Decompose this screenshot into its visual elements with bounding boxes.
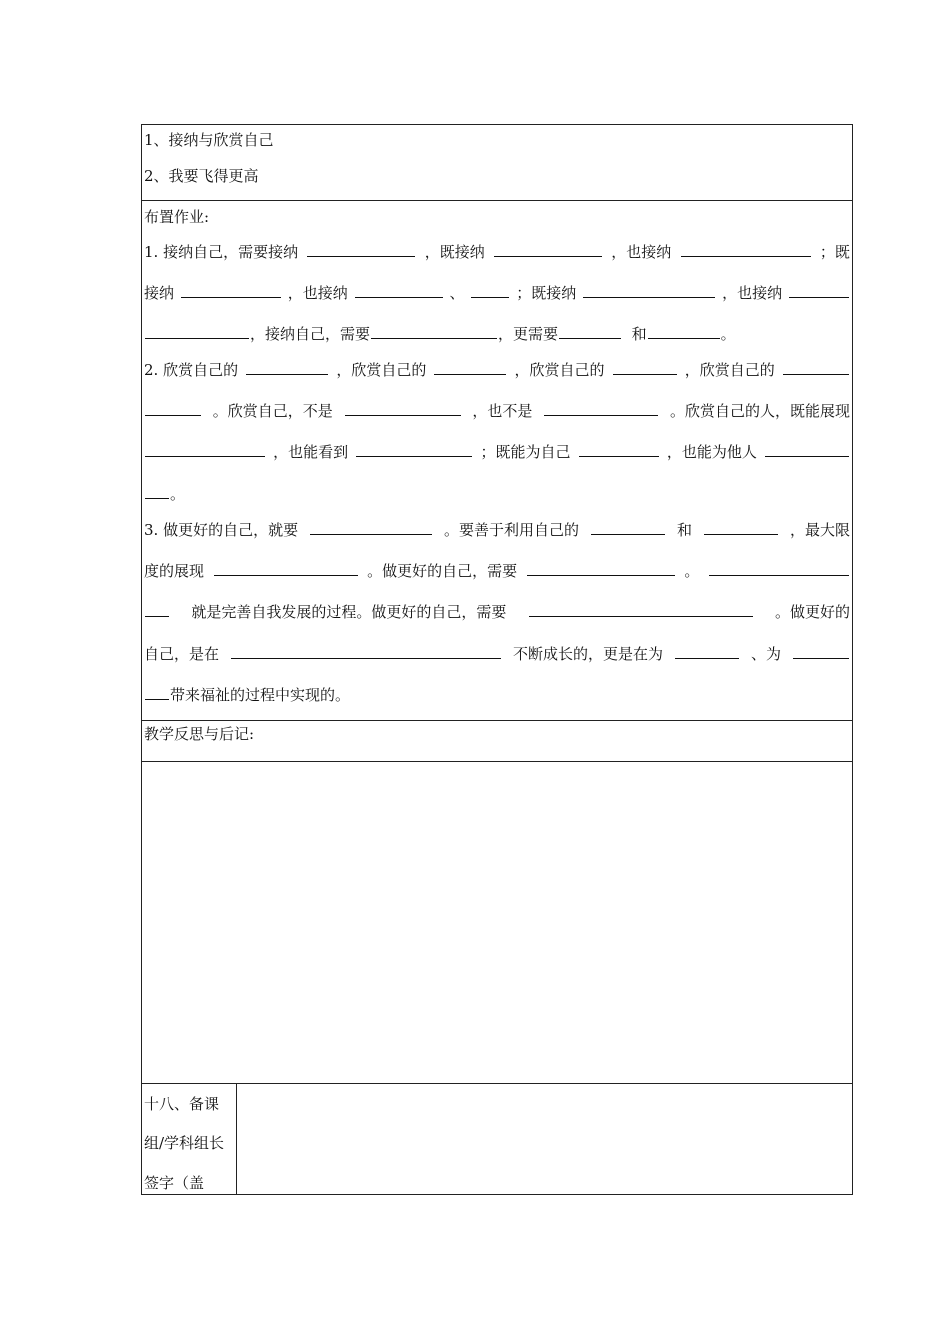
fill-blank[interactable] xyxy=(356,442,472,457)
text: 、 xyxy=(449,284,465,302)
homework-q3-line1 xyxy=(144,520,850,540)
text: ，也接纳 xyxy=(722,284,783,302)
fill-blank[interactable] xyxy=(613,360,677,375)
signature-label-line3: 签字（盖 xyxy=(144,1174,205,1192)
column-divider xyxy=(236,1083,237,1195)
text: 。 xyxy=(720,325,736,343)
fill-blank[interactable] xyxy=(434,360,506,375)
homework-q2-line4 xyxy=(144,484,185,504)
fill-blank[interactable] xyxy=(704,520,778,535)
fill-blank[interactable] xyxy=(310,520,432,535)
homework-q1-line3 xyxy=(144,324,736,344)
fill-blank[interactable] xyxy=(789,283,849,298)
fill-blank[interactable] xyxy=(145,602,169,617)
text: ，最大限 xyxy=(789,521,850,539)
row-divider xyxy=(141,720,853,721)
fill-blank[interactable] xyxy=(783,360,849,375)
text: 度的展现 xyxy=(144,562,205,580)
text: ，欣赏自己的 xyxy=(684,361,775,379)
fill-blank[interactable] xyxy=(214,561,358,576)
text: 不断成长的，更是在为 xyxy=(512,645,663,663)
topic-item-1: 1、接纳与欣赏自己 xyxy=(144,131,274,149)
fill-blank[interactable] xyxy=(675,644,739,659)
text: 。欣赏自己的人，既能展现 xyxy=(669,402,850,420)
signature-label-line1: 十八、备课 xyxy=(144,1095,220,1113)
fill-blank[interactable] xyxy=(246,360,328,375)
topic-item-2: 2、我要飞得更高 xyxy=(144,167,259,185)
homework-q2-line1 xyxy=(144,360,850,380)
text: 。做更好的自己，需要 xyxy=(367,562,518,580)
homework-q2-line2 xyxy=(144,401,850,421)
text: ，欣赏自己的 xyxy=(336,361,427,379)
signature-label-line2: 组/学科组长 xyxy=(144,1134,225,1152)
row-divider xyxy=(141,1083,853,1084)
fill-blank[interactable] xyxy=(591,520,665,535)
fill-blank[interactable] xyxy=(471,283,509,298)
fill-blank[interactable] xyxy=(544,401,658,416)
text: ；既能为自己 xyxy=(480,443,571,461)
text: 自己，是在 xyxy=(144,645,220,663)
fill-blank[interactable] xyxy=(765,442,849,457)
text: 和 xyxy=(676,521,692,539)
reflection-title: 教学反思与后记: xyxy=(144,725,255,743)
fill-blank[interactable] xyxy=(231,644,501,659)
homework-q3-line4 xyxy=(144,644,850,664)
fill-blank[interactable] xyxy=(145,484,169,499)
text: ，既接纳 xyxy=(424,243,485,261)
text: ；既接纳 xyxy=(516,284,577,302)
fill-blank[interactable] xyxy=(529,602,753,617)
row-divider xyxy=(141,761,853,762)
fill-blank[interactable] xyxy=(181,283,281,298)
fill-blank[interactable] xyxy=(793,644,849,659)
text: 1. 接纳自己，需要接纳 xyxy=(144,243,299,261)
fill-blank[interactable] xyxy=(579,442,659,457)
fill-blank[interactable] xyxy=(345,401,461,416)
text: 、为 xyxy=(750,645,781,663)
text: 。要善于利用自己的 xyxy=(444,521,580,539)
row-divider xyxy=(141,200,853,201)
text: 和 xyxy=(631,325,647,343)
homework-q1-line1 xyxy=(144,242,850,262)
homework-q3-line2 xyxy=(144,561,850,581)
text: ，也能为他人 xyxy=(666,443,757,461)
text: ，更需要 xyxy=(498,325,559,343)
fill-blank[interactable] xyxy=(583,283,715,298)
homework-q3-line5 xyxy=(144,685,350,705)
fill-blank[interactable] xyxy=(371,324,497,339)
text: ，也不是 xyxy=(472,402,533,420)
homework-q1-line2 xyxy=(144,283,850,303)
text: 3. 做更好的自己，就要 xyxy=(144,521,299,539)
text: 就是完善自我发展的过程。做更好的自己，需要 xyxy=(191,603,507,621)
fill-blank[interactable] xyxy=(145,324,249,339)
text: ，也接纳 xyxy=(611,243,672,261)
homework-q2-line3 xyxy=(144,442,850,462)
text: 带来福祉的过程中实现的。 xyxy=(170,686,351,704)
text: ；既 xyxy=(819,243,850,261)
fill-blank[interactable] xyxy=(355,283,443,298)
fill-blank[interactable] xyxy=(709,561,849,576)
text: 。做更好的 xyxy=(774,603,850,621)
text: 2. 欣赏自己的 xyxy=(144,361,239,379)
fill-blank[interactable] xyxy=(648,324,720,339)
text: 。欣赏自己，不是 xyxy=(212,402,333,420)
fill-blank[interactable] xyxy=(559,324,621,339)
text: ，接纳自己，需要 xyxy=(250,325,371,343)
text: ，也能看到 xyxy=(273,443,349,461)
text: 。 xyxy=(170,485,186,503)
fill-blank[interactable] xyxy=(145,442,265,457)
text: ，也接纳 xyxy=(287,284,348,302)
text: ，欣赏自己的 xyxy=(514,361,605,379)
fill-blank[interactable] xyxy=(145,685,169,700)
fill-blank[interactable] xyxy=(527,561,675,576)
fill-blank[interactable] xyxy=(494,242,602,257)
fill-blank[interactable] xyxy=(307,242,415,257)
homework-q3-line3 xyxy=(144,602,850,622)
fill-blank[interactable] xyxy=(681,242,811,257)
fill-blank[interactable] xyxy=(145,401,201,416)
text: 接纳 xyxy=(144,284,175,302)
text: 。 xyxy=(684,562,700,580)
homework-title: 布置作业: xyxy=(144,208,210,226)
